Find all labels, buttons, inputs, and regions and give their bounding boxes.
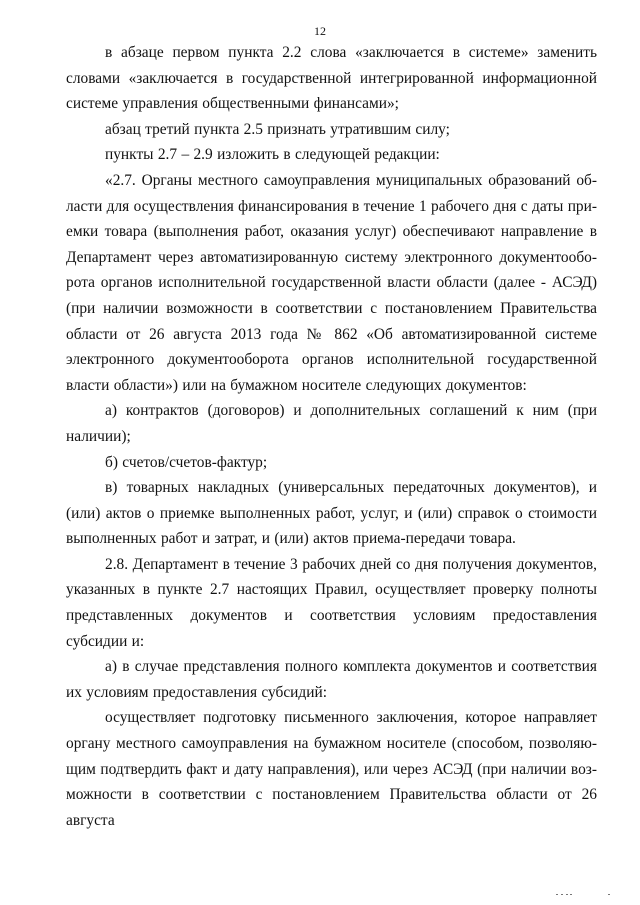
paragraph-2-7-item-c: в) товарных накладных (универсальных передаточных документов), и (или) актов о приемке выполненных работ, услуг, и (или) справок о стоимости выполненных работ и затрат, и (или) актов приема-передачи товара. [66, 479, 597, 548]
paragraph-2-8: 2.8. Департамент в течение 3 рабочих дней со дня получения документов, указанных в пункте 2.7 настоящих Правил, осуществляет проверку полноты представленных документов и соответствия условиям предоставления субсидии и: [66, 555, 597, 650]
paragraph-amend-2-2: в абзаце первом пункта 2.2 слова «заключается в системе» заменить словами «заключается в государственной интегрированной информационной системе управления общественными финансами»; [66, 44, 597, 113]
scan-artifact-marks [556, 889, 616, 895]
document-body [66, 40, 597, 833]
paragraph-2-7: «2.7. Органы местного самоуправления муниципальных образований области для осуществления финансирования в течение 1 рабочего дня с даты приемки товара (выполнения работ, оказания услуг) обеспечивают направление в Департамент через автоматизированную систему электронного документооборота органов исполнительной государственной власти области (далее - АСЭД) (при наличии возможности в соответствии с постановлением Правительства области от 26 августа 2013 года № 862 «Об автоматизированной системе электронного документооборота органов исполнительной государственной власти области») или на бумажном носителе следующих документов: [66, 171, 597, 394]
page-number: 12 [314, 24, 326, 38]
paragraph-2-7-2-9-intro: пункты 2.7 – 2.9 изложить в следующей редакции: [105, 146, 440, 164]
paragraph-2-7-item-b: б) счетов/счетов-фактур; [105, 453, 268, 471]
paragraph-2-5-void: абзац третий пункта 2.5 признать утратившим силу; [105, 120, 450, 138]
paragraph-2-8-conclusion: осуществляет подготовку письменного заключения, которое направляет органу местного самоуправления на бумажном носителе (способом, позволяющим подтвердить факт и дату направления), или через АСЭД (при наличии возможности в соответствии с постановлением Правительства области от 26 августа [66, 709, 597, 829]
paragraph-2-8-item-a: а) в случае представления полного комплекта документов и соответствия их условиям предоставления субсидий: [66, 658, 597, 701]
paragraph-2-7-item-a: а) контрактов (договоров) и дополнительных соглашений к ним (при наличии); [66, 402, 597, 445]
